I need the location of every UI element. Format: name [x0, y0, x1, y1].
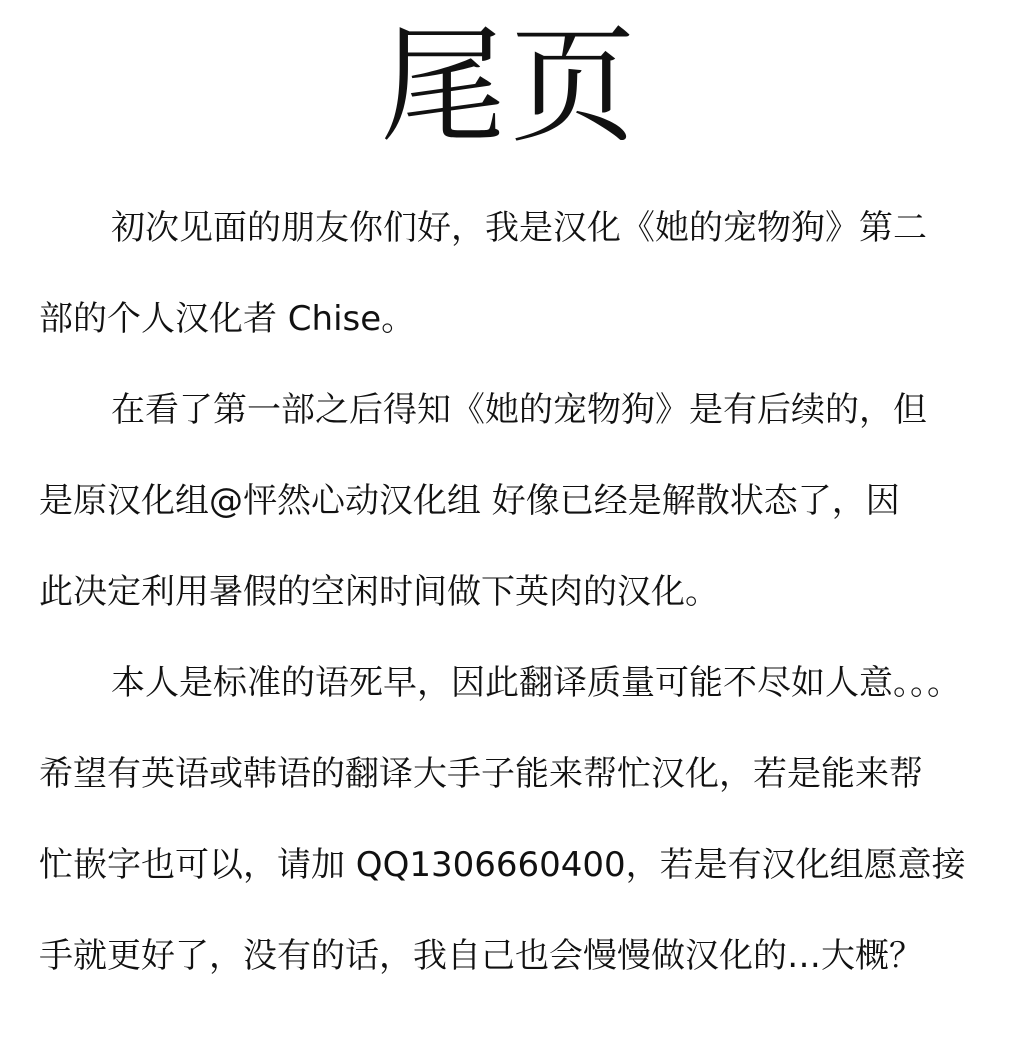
paragraph-3-line-1: 本人是标准的语死早，因此翻译质量可能不尽如人意。。。	[111, 663, 961, 703]
paragraph-3-line-3: 忙嵌字也可以，请加 QQ1306660400，若是有汉化组愿意接	[39, 845, 966, 885]
page-title: 尾页	[380, 13, 640, 160]
afterword-body	[39, 183, 969, 1002]
paragraph-3-line-4: 手就更好了，没有的话，我自己也会慢慢做汉化的…大概？	[39, 936, 923, 976]
paragraph-1-line-2: 部的个人汉化者 Chise。	[39, 299, 416, 339]
paragraph-2-line-2: 是原汉化组@怦然心动汉化组 好像已经是解散状态了，因	[39, 481, 900, 521]
paragraph-1-line-1: 初次见面的朋友你们好，我是汉化《她的宠物狗》第二	[111, 208, 927, 248]
paragraph-3-line-2: 希望有英语或韩语的翻译大手子能来帮忙汉化，若是能来帮	[39, 754, 923, 794]
paragraph-2-line-3: 此决定利用暑假的空闲时间做下英肉的汉化。	[39, 572, 719, 612]
paragraph-2-line-1: 在看了第一部之后得知《她的宠物狗》是有后续的，但	[111, 390, 927, 430]
